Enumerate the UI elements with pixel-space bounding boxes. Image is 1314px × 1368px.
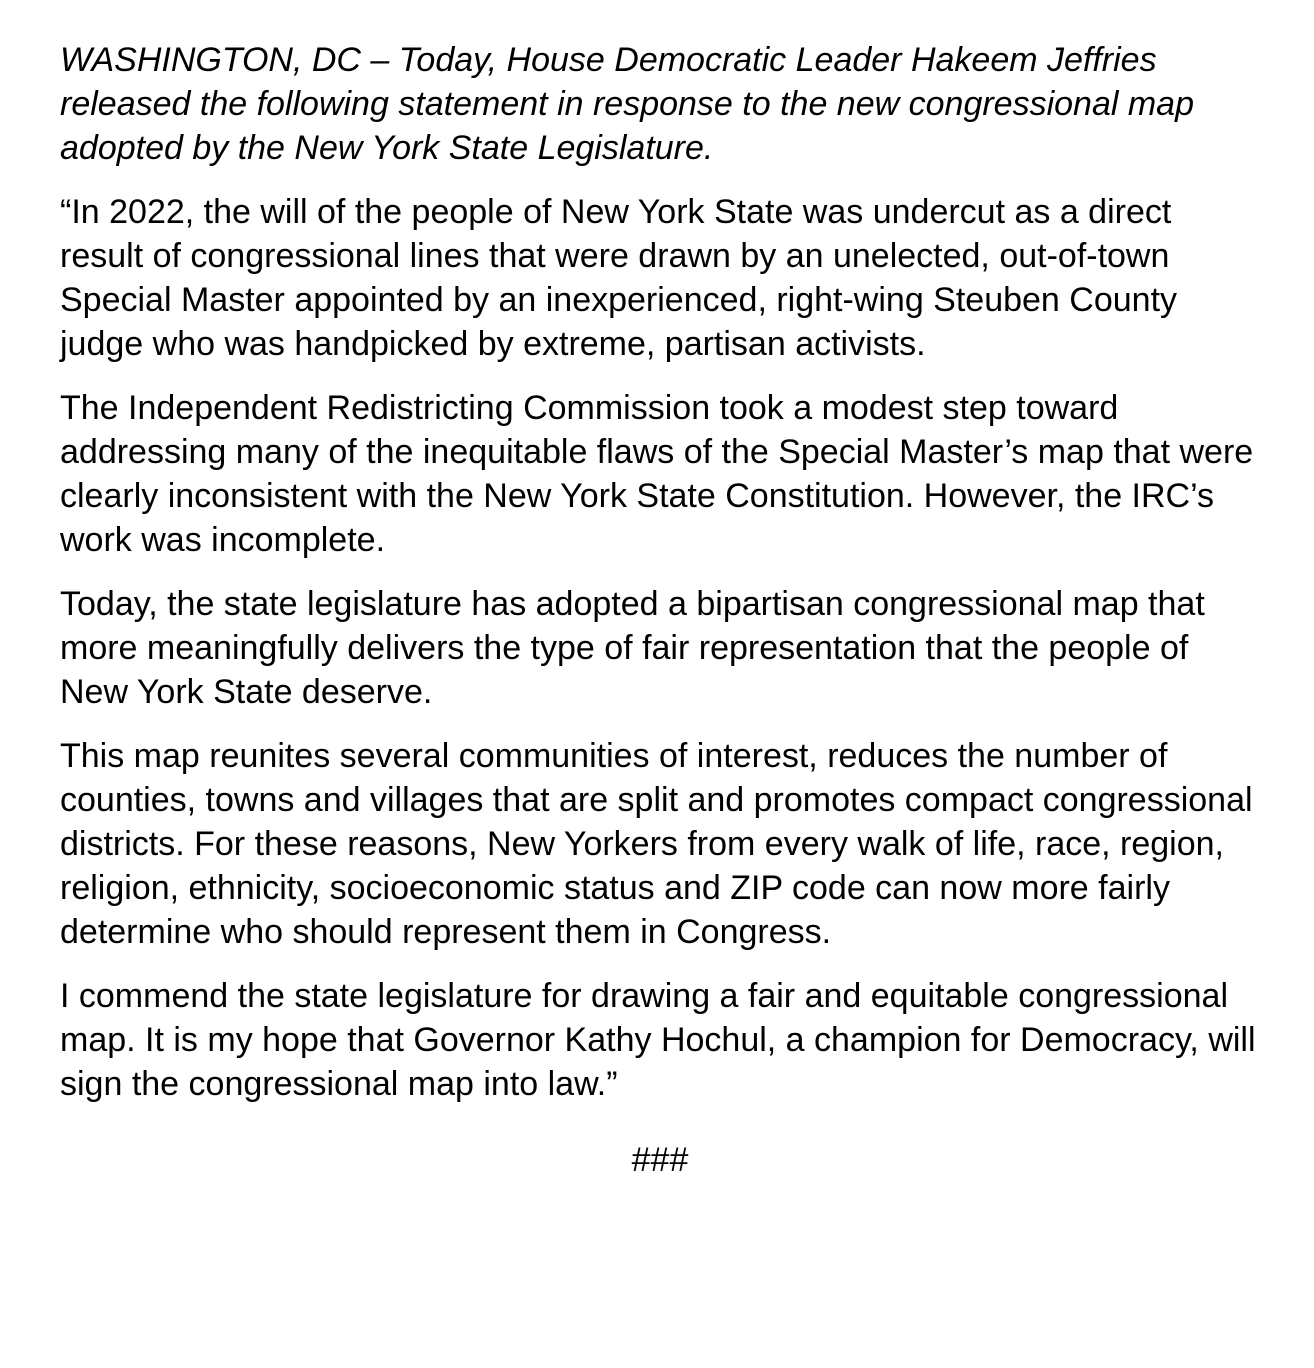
statement-paragraph-3: Today, the state legislature has adopted a bipartisan congressional map that more meaningfully delivers the type of fair representation that the people of New York State deserve. xyxy=(60,585,1205,711)
press-statement xyxy=(60,38,1260,1182)
end-mark: ### xyxy=(631,1141,689,1179)
statement-paragraph-5: I commend the state legislature for drawing a fair and equitable congressional map. It is my hope that Governor Kathy Hochul, a champion for Democracy, will sign the congressional map into law.” xyxy=(60,977,1256,1103)
statement-paragraph-4: This map reunites several communities of interest, reduces the number of counties, towns and villages that are split and promotes compact congressional districts. For these reasons, New Yorkers from every walk of life, race, region, religion, ethnicity, socioeconomic status and ZIP code can now more fairly determine who should represent them in Congress. xyxy=(60,737,1253,951)
statement-paragraph-1: “In 2022, the will of the people of New York State was undercut as a direct result of congressional lines that were drawn by an unelected, out-of-town Special Master appointed by an inexperienced, right-wing Steuben County judge who was handpicked by extreme, partisan activists. xyxy=(60,193,1178,363)
statement-paragraph-2: The Independent Redistricting Commission took a modest step toward addressing many of the inequitable flaws of the Special Master’s map that were clearly inconsistent with the New York State Constitution. However, the IRC’s work was incomplete. xyxy=(60,389,1254,559)
dateline-lede: WASHINGTON, DC – Today, House Democratic Leader Hakeem Jeffries released the following statement in response to the new congressional map adopted by the New York State Legislature. xyxy=(60,41,1195,167)
